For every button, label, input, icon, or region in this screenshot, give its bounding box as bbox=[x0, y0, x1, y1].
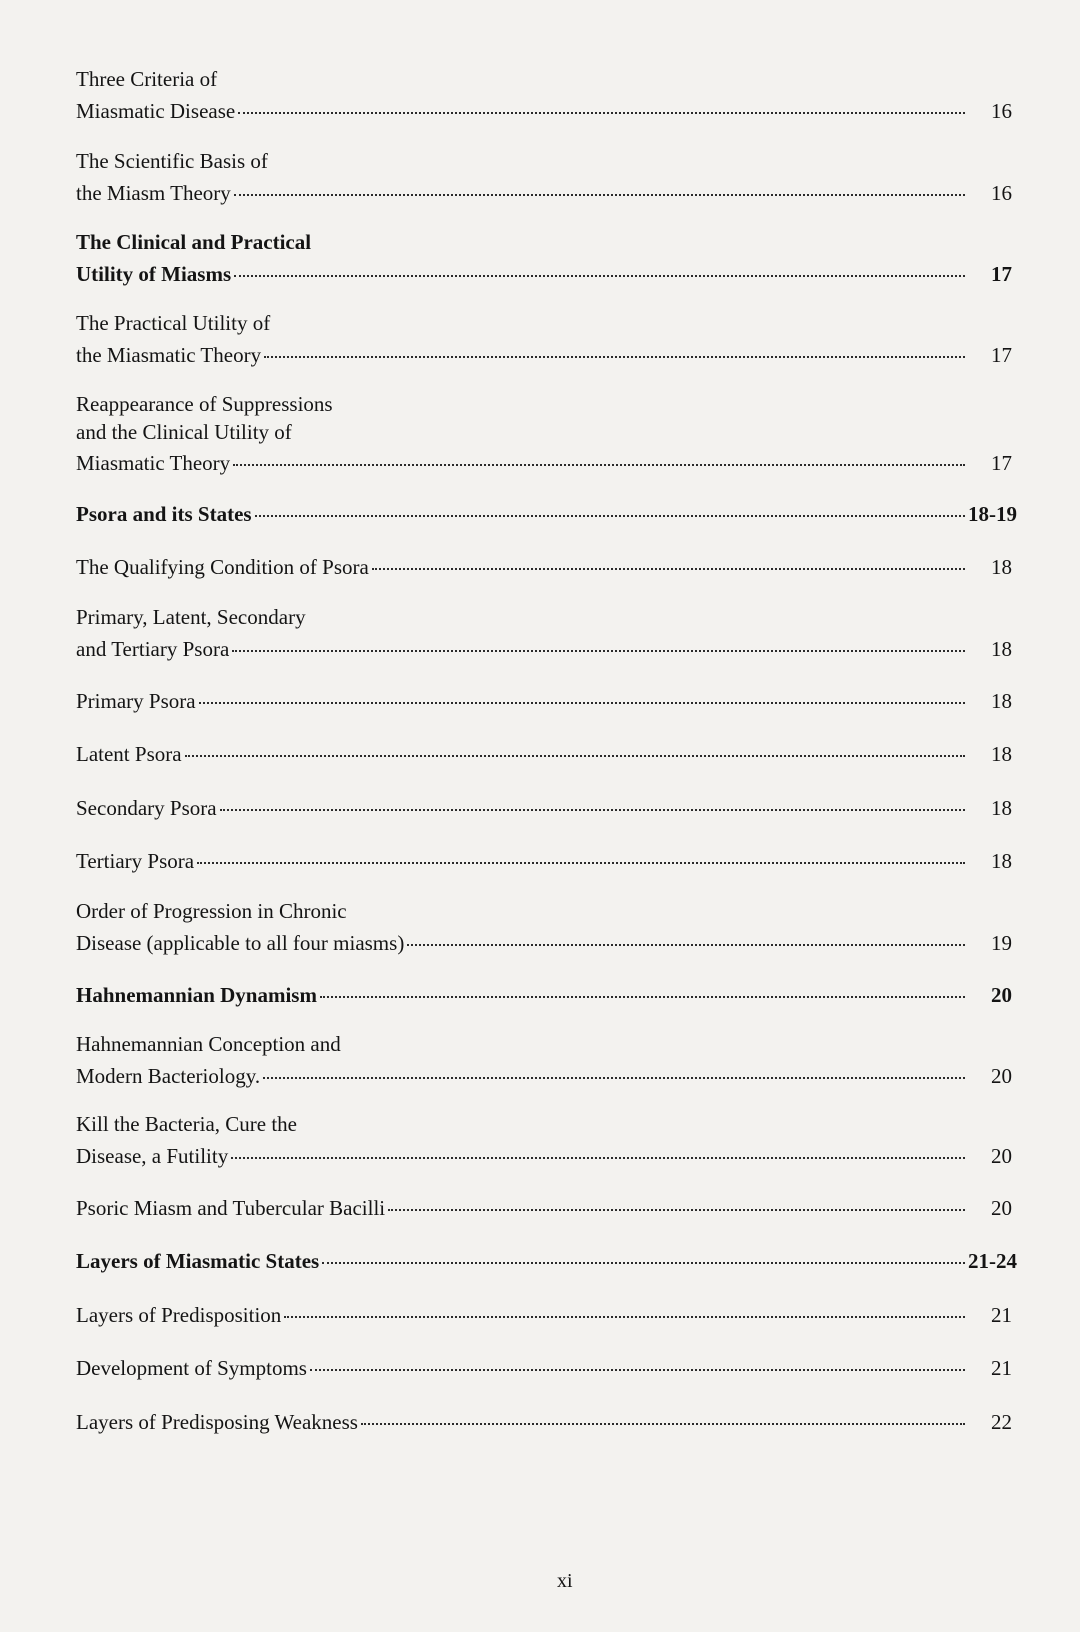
toc-entry bbox=[76, 229, 1012, 288]
dot-leader bbox=[310, 1347, 965, 1371]
toc-entry-title-line: Tertiary Psora bbox=[76, 849, 195, 873]
toc-entry-page: 18 bbox=[991, 796, 1012, 820]
dot-leader bbox=[185, 733, 965, 757]
dot-leader bbox=[284, 1294, 965, 1318]
toc-entry bbox=[76, 791, 1012, 823]
toc-entry-page: 16 bbox=[991, 98, 1012, 123]
dot-leader bbox=[199, 680, 965, 704]
toc-entry-title-line: Disease (applicable to all four miasms) bbox=[76, 930, 405, 955]
dot-leader bbox=[320, 974, 965, 998]
toc-entry bbox=[76, 978, 1012, 1010]
dot-leader bbox=[197, 840, 965, 864]
dot-leader bbox=[388, 1187, 965, 1211]
toc-entry-title-line: The Clinical and Practical bbox=[76, 230, 312, 254]
toc-entry bbox=[76, 604, 1012, 663]
toc-entry bbox=[76, 1351, 1012, 1383]
dot-leader bbox=[234, 253, 965, 277]
toc-entry-page: 21 bbox=[991, 1303, 1012, 1327]
toc-entry bbox=[76, 898, 1012, 957]
toc-entry-page: 20 bbox=[991, 1143, 1012, 1168]
toc-entry-page: 20 bbox=[991, 983, 1012, 1007]
toc-entry-page: 22 bbox=[991, 1410, 1012, 1434]
toc-entry-title-line: Order of Progression in Chronic bbox=[76, 899, 347, 923]
toc-entry-title-line: The Scientific Basis of bbox=[76, 149, 268, 173]
toc-entry-page: 18 bbox=[991, 742, 1012, 766]
toc-entry-title-line: Development of Symptoms bbox=[76, 1356, 307, 1380]
toc-entry bbox=[76, 391, 1012, 478]
dot-leader bbox=[255, 493, 965, 517]
table-of-contents bbox=[76, 0, 1017, 1632]
toc-entry-title-line: The Qualifying Condition of Psora bbox=[76, 555, 369, 579]
toc-entry-title-line: Latent Psora bbox=[76, 742, 182, 766]
toc-entry-page: 18 bbox=[991, 849, 1012, 873]
toc-entry bbox=[76, 737, 1012, 769]
dot-leader bbox=[238, 90, 965, 114]
toc-entry bbox=[76, 1111, 1012, 1170]
toc-entry-page: 17 bbox=[991, 342, 1012, 367]
dot-leader bbox=[232, 628, 965, 652]
toc-entry-page: 18-19 bbox=[968, 502, 1017, 526]
toc-entry bbox=[76, 66, 1012, 125]
toc-entry-title-line: Layers of Predisposition bbox=[76, 1303, 282, 1327]
dot-leader bbox=[220, 787, 965, 811]
toc-entry-page: 18 bbox=[991, 689, 1012, 713]
toc-entry-page: 21 bbox=[991, 1356, 1012, 1380]
toc-entry-title-line: Utility of Miasms bbox=[76, 261, 232, 286]
toc-entry bbox=[76, 1405, 1012, 1437]
toc-entry-title-line: Primary, Latent, Secondary bbox=[76, 605, 306, 629]
toc-entry-title-line: Miasmatic Disease bbox=[76, 98, 236, 123]
dot-leader bbox=[361, 1401, 965, 1425]
toc-entry-title-line: Layers of Predisposing Weakness bbox=[76, 1410, 358, 1434]
toc-entry bbox=[76, 550, 1012, 582]
toc-entry bbox=[76, 684, 1012, 716]
toc-entry-page: 19 bbox=[991, 930, 1012, 955]
toc-entry-page: 18 bbox=[991, 555, 1012, 579]
dot-leader bbox=[322, 1240, 965, 1264]
toc-entry-page: 16 bbox=[991, 180, 1012, 205]
toc-entry-title-line: Psoric Miasm and Tubercular Bacilli bbox=[76, 1196, 386, 1220]
page-number-folio: xi bbox=[557, 1570, 573, 1592]
toc-entry bbox=[76, 497, 1017, 529]
toc-entry bbox=[76, 310, 1012, 369]
toc-entry-title-line: the Miasm Theory bbox=[76, 180, 231, 205]
dot-leader bbox=[264, 334, 965, 358]
toc-entry-page: 21-24 bbox=[968, 1249, 1017, 1273]
toc-entry-page: 17 bbox=[991, 261, 1012, 286]
toc-entry-page: 20 bbox=[991, 1063, 1012, 1088]
toc-entry-page: 20 bbox=[991, 1196, 1012, 1220]
dot-leader bbox=[231, 1135, 965, 1159]
toc-entry bbox=[76, 844, 1012, 876]
toc-entry-title-line: and the Clinical Utility of bbox=[76, 419, 292, 444]
toc-entry-title-line: Miasmatic Theory bbox=[76, 451, 231, 475]
toc-entry-title-line: Kill the Bacteria, Cure the bbox=[76, 1112, 298, 1136]
toc-entry-title-line: Three Criteria of bbox=[76, 67, 218, 91]
toc-entry-title-line: Modern Bacteriology. bbox=[76, 1063, 261, 1088]
toc-entry bbox=[76, 1191, 1012, 1223]
dot-leader bbox=[263, 1055, 965, 1079]
toc-entry-title-line: The Practical Utility of bbox=[76, 311, 271, 335]
toc-entry-page: 18 bbox=[991, 636, 1012, 661]
toc-entry bbox=[76, 1244, 1017, 1276]
toc-entry-title-line: Psora and its States bbox=[76, 502, 252, 526]
dot-leader bbox=[233, 442, 965, 466]
toc-entry-title-line: Disease, a Futility bbox=[76, 1143, 229, 1168]
toc-entry-title-line: Hahnemannian Conception and bbox=[76, 1032, 341, 1056]
dot-leader bbox=[407, 922, 965, 946]
toc-entry-page: 17 bbox=[991, 451, 1012, 475]
toc-entry-title-line: Secondary Psora bbox=[76, 796, 217, 820]
toc-entry-title-line: Primary Psora bbox=[76, 689, 196, 713]
toc-entry-title-line: Hahnemannian Dynamism bbox=[76, 983, 317, 1007]
toc-entry-title-line: Layers of Miasmatic States bbox=[76, 1249, 320, 1273]
toc-entry bbox=[76, 1031, 1012, 1090]
toc-entry-title-line: and Tertiary Psora bbox=[76, 636, 230, 661]
toc-entry-title-line: the Miasmatic Theory bbox=[76, 342, 262, 367]
toc-entry bbox=[76, 1298, 1012, 1330]
toc-entry bbox=[76, 148, 1012, 207]
dot-leader bbox=[372, 546, 965, 570]
toc-entry-title-line: Reappearance of Suppressions bbox=[76, 392, 333, 416]
dot-leader bbox=[234, 172, 965, 196]
